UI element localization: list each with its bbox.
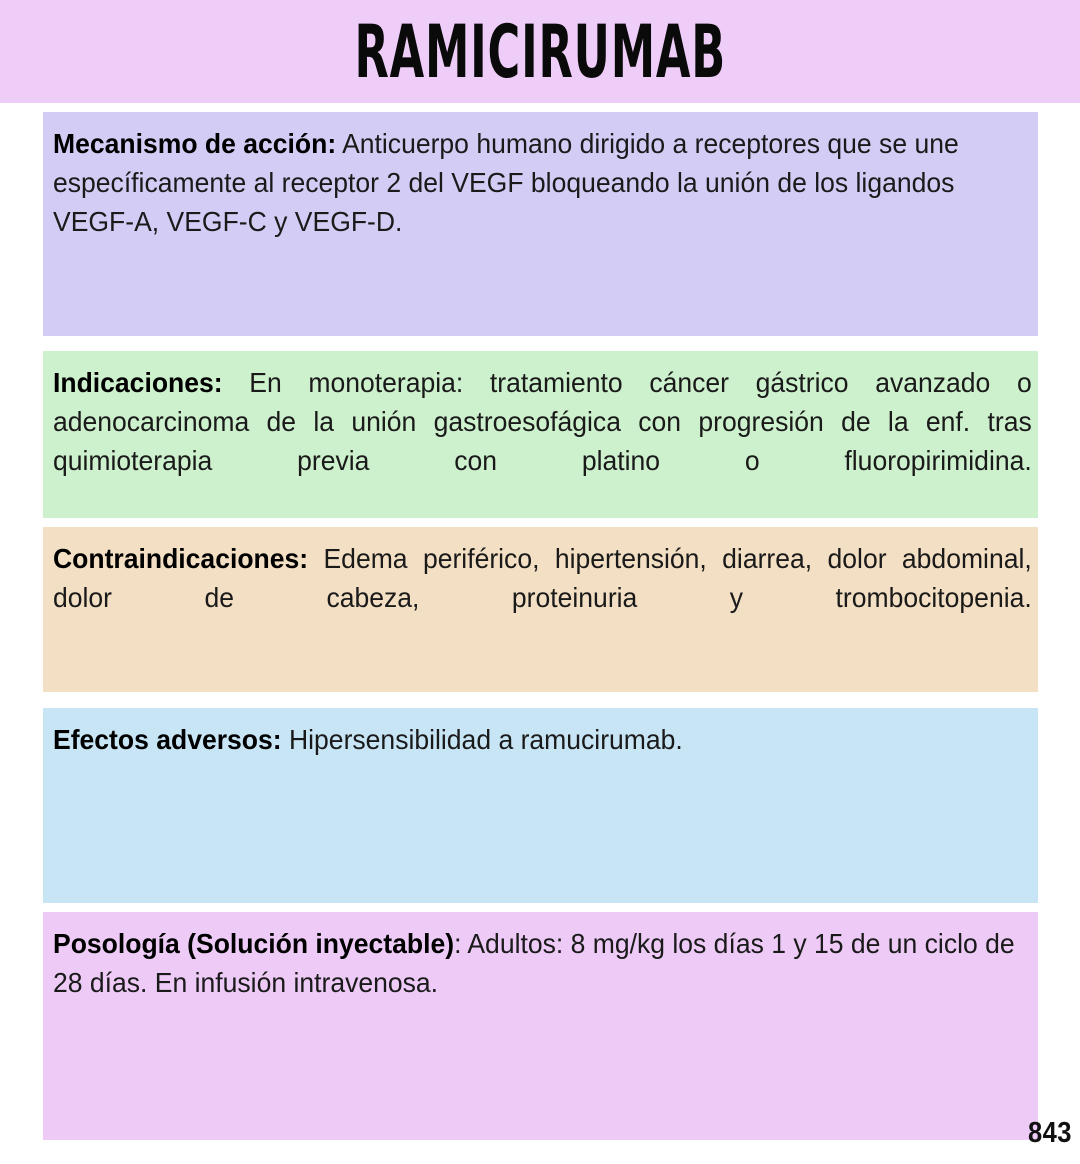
section-efectos-adversos <box>43 708 1038 903</box>
section-body <box>53 539 1032 656</box>
section-posologia <box>43 912 1038 1140</box>
section-contraindicaciones <box>43 527 1038 692</box>
section-body <box>53 124 1032 241</box>
section-text: : Adultos: 8 mg/kg los días 1 y 15 de un ciclo de 28 días. En infusión intravenosa. <box>53 928 1015 999</box>
header-band <box>0 0 1080 103</box>
section-label: Indicaciones: <box>53 367 223 398</box>
section-label: Efectos adversos: <box>53 724 282 755</box>
section-text: Hipersensibilidad a ramucirumab. <box>281 724 683 755</box>
page-number: 843 <box>1028 1117 1072 1149</box>
section-mecanismo-de-accion <box>43 112 1038 336</box>
section-indicaciones <box>43 351 1038 518</box>
section-body <box>53 720 1032 759</box>
section-text: En monoterapia: tratamiento cáncer gástrico avanzado o adenocarcinoma de la unión gastroesofágica con progresión de la enf. tras quimioterapia previa con platino o fluoropirimidina. <box>53 367 1032 477</box>
section-label: Posología (Solución inyectable) <box>53 928 455 959</box>
section-body <box>53 924 1032 1002</box>
section-text: Anticuerpo humano dirigido a receptores que se une específicamente al receptor 2 del VEGF bloqueando la unión de los ligandos VEGF-A, VEGF-C y VEGF-D. <box>53 128 959 238</box>
page-title: RAMICIRUMAB <box>354 7 726 94</box>
section-label: Mecanismo de acción: <box>53 128 337 159</box>
section-text: Edema periférico, hipertensión, diarrea, dolor abdominal, dolor de cabeza, proteinuria y trombocitopenia. <box>53 543 1032 614</box>
section-body <box>53 363 1032 519</box>
section-label: Contraindicaciones: <box>53 543 309 574</box>
